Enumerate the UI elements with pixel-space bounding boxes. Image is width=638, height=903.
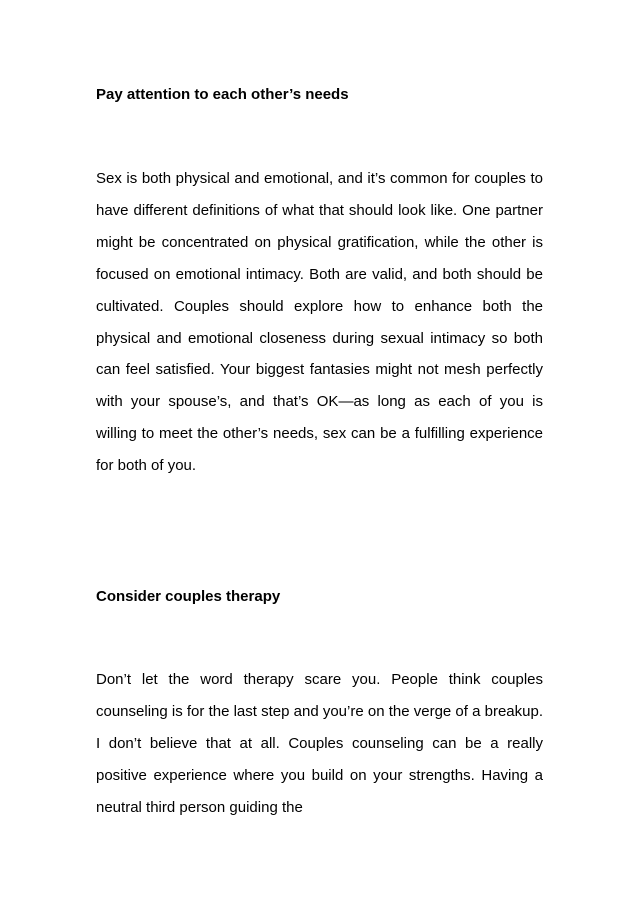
section-paragraph-needs: Sex is both physical and emotional, and it’s common for couples to have different definitions of what that should look like. One partner might be concentrated on physical gratification, while the other is focused on emotional intimacy. Both are valid, and both should be cultivated. Couples should explore how to enhance both the physical and emotional closeness during sexual intimacy so both can feel satisfied. Your biggest fantasies might not mesh perfectly with your spouse’s, and that’s OK—as long as each of you is willing to meet the other’s needs, sex can be a fulfilling experience for both of you. (96, 170, 543, 475)
section-heading-needs: Pay attention to each other’s needs (96, 86, 349, 103)
section-paragraph-therapy: Don’t let the word therapy scare you. People think couples counseling is for the last step and you’re on the verge of a breakup. I don’t believe that at all. Couples counseling can be a really positive experience where you build on your strengths. Having a neutral third person guiding the (96, 671, 543, 816)
section-heading-therapy: Consider couples therapy (96, 588, 281, 605)
